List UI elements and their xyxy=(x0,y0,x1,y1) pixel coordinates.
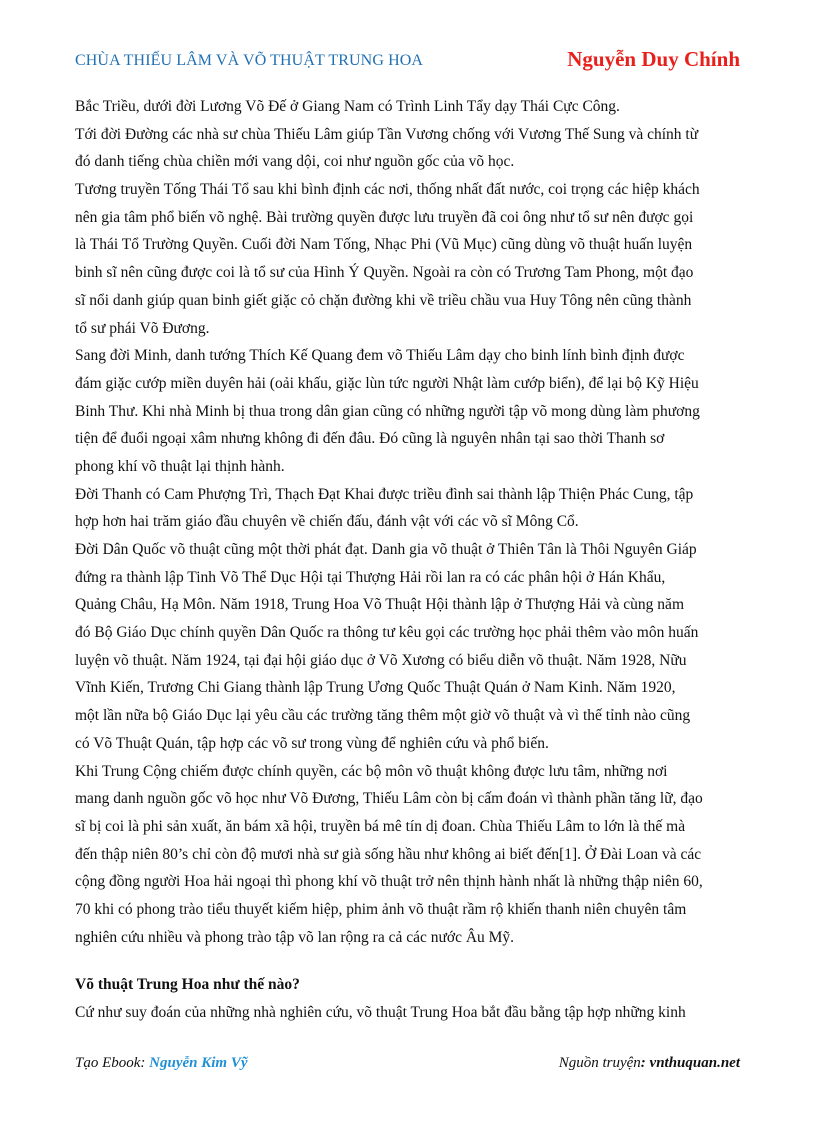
text-line: tiện để đuổi ngoại xâm nhưng không đi đến đâu. Đó cũng là nguyên nhân tại sao thời Thanh sơ xyxy=(75,430,665,448)
text-line: phong khí võ thuật lại thịnh hành. xyxy=(75,457,285,475)
footer-ebook-name: Nguyễn Kim Vỹ xyxy=(149,1055,248,1071)
text-line: Binh Thư. Khi nhà Minh bị thua trong dân gian cũng có những người tập võ mong dùng làm phương xyxy=(75,402,700,420)
text-line: Tương truyền Tống Thái Tổ sau khi bình định các nơi, thống nhất đất nước, coi trọng các hiệp khách xyxy=(75,181,700,199)
footer-source-separator: : xyxy=(640,1055,650,1071)
paragraph-spacer xyxy=(75,951,743,971)
text-line: Vĩnh Kiến, Trương Chi Giang thành lập Trung Ương Quốc Thuật Quán ở Nam Kinh. Năm 1920, xyxy=(75,679,676,697)
running-header-author: Nguyễn Duy Chính xyxy=(567,47,740,71)
body-text xyxy=(75,93,743,1027)
text-line: cộng đồng người Hoa hải ngoại thì phong khí võ thuật trở nên thịnh hành nhất là những thập niên 60, xyxy=(75,873,703,891)
footer-source-label: Nguồn truyện xyxy=(558,1055,641,1071)
text-line: Khi Trung Cộng chiếm được chính quyền, các bộ môn võ thuật không được lưu tâm, những nơi xyxy=(75,762,668,780)
footer-ebook-separator: : xyxy=(140,1055,150,1071)
text-line: đó danh tiếng chùa chiền mới vang dội, coi như nguồn gốc của võ học. xyxy=(75,153,515,171)
footer-source-site: vnthuquan.net xyxy=(649,1055,740,1071)
text-line: hợp hơn hai trăm giáo đầu chuyên về chiến đấu, đánh vật với các võ sĩ Mông Cổ. xyxy=(75,513,579,531)
section-heading: Võ thuật Trung Hoa như thế nào? xyxy=(75,976,300,994)
text-line: binh sĩ nên cũng được coi là tổ sư của Hình Ý Quyền. Ngoài ra còn có Trương Tam Phong, một đạo xyxy=(75,264,694,282)
text-line: sĩ nổi danh giúp quan binh giết giặc cỏ chặn đường khi về triều chầu vua Huy Tông nên cũng thành xyxy=(75,291,692,309)
text-line: là Thái Tổ Trường Quyền. Cuối đời Nam Tống, Nhạc Phi (Vũ Mục) cũng dùng võ thuật huấn luyện xyxy=(75,236,693,254)
text-line: Đời Thanh có Cam Phượng Trì, Thạch Đạt Khai được triều đình sai thành lập Thiện Phác Cung, tập xyxy=(75,485,694,503)
footer-source-credit xyxy=(559,1055,740,1072)
text-line: đến thập niên 80’s chỉ còn độ mươi nhà sư già sống hầu như không ai biết đến[1]. Ở Đài Loan và các xyxy=(75,845,702,863)
text-line: Đời Dân Quốc võ thuật cũng một thời phát đạt. Danh gia võ thuật ở Thiên Tân là Thôi Nguyên Giáp xyxy=(75,541,697,558)
footer-ebook-label: Tạo Ebook xyxy=(75,1055,141,1071)
text-line: Sang đời Minh, danh tướng Thích Kế Quang đem võ Thiếu Lâm dạy cho binh lính bình định được xyxy=(75,347,685,365)
footer-ebook-credit xyxy=(75,1055,248,1072)
text-line: tổ sư phái Võ Đương. xyxy=(75,319,210,337)
text-line: luyện võ thuật. Năm 1924, tại đại hội giáo dục ở Võ Xương có biểu diễn võ thuật. Năm 1928, Nữu xyxy=(75,651,687,669)
text-line: Quảng Châu, Hạ Môn. Năm 1918, Trung Hoa Võ Thuật Hội thành lập ở Thượng Hải và cùng năm xyxy=(75,596,684,614)
text-line: có Võ Thuật Quán, tập hợp các võ sư trong vùng để nghiên cứu và phổ biến. xyxy=(75,734,549,752)
text-line: Cứ như suy đoán của những nhà nghiên cứu, võ thuật Trung Hoa bắt đầu bằng tập hợp những kinh xyxy=(75,1004,686,1021)
text-line: nghiên cứu nhiều và phong trào tập võ lan rộng ra cả các nước Âu Mỹ. xyxy=(75,928,515,946)
text-line: sĩ bị coi là phi sản xuất, ăn bám xã hội, truyền bá mê tín dị đoan. Chùa Thiếu Lâm to lớn là thế mà xyxy=(75,817,686,835)
text-line: Bắc Triều, dưới đời Lương Võ Đế ở Giang Nam có Trình Linh Tẩy dạy Thái Cực Công. xyxy=(75,98,620,115)
text-line: Tới đời Đường các nhà sư chùa Thiếu Lâm giúp Tần Vương chống với Vương Thế Sung và chính từ xyxy=(75,125,699,143)
text-line: đám giặc cướp miền duyên hải (oải khấu, giặc lùn tức người Nhật làm cướp biển), để lại bộ Kỹ Hiệu xyxy=(75,374,699,392)
text-line: đó Bộ Giáo Dục chính quyền Dân Quốc ra thông tư kêu gọi các trường học phải thêm vào môn huấn xyxy=(75,624,699,642)
text-line: 70 khi có phong trào tiểu thuyết kiếm hiệp, phim ảnh võ thuật rầm rộ khiến thanh niên chuyên tâm xyxy=(75,900,687,918)
running-header-title: CHÙA THIẾU LÂM VÀ VÕ THUẬT TRUNG HOA xyxy=(75,52,424,69)
text-line: nên gia tâm phổ biến võ nghệ. Bài trường quyền được lưu truyền đã coi ông như tổ sư nên được gọi xyxy=(75,208,694,226)
text-line: một lần nữa bộ Giáo Dục lại yêu cầu các trường tăng thêm một giờ võ thuật và vì thế tỉnh nào cũng xyxy=(75,707,691,725)
text-line: đứng ra thành lập Tinh Võ Thể Dục Hội tại Thượng Hải rồi lan ra có các phân hội ở Hán Khẩu, xyxy=(75,568,666,586)
text-line: mang danh nguồn gốc võ học như Võ Đương, Thiếu Lâm còn bị cấm đoán vì thành phần tăng lữ, đạo xyxy=(75,790,703,808)
